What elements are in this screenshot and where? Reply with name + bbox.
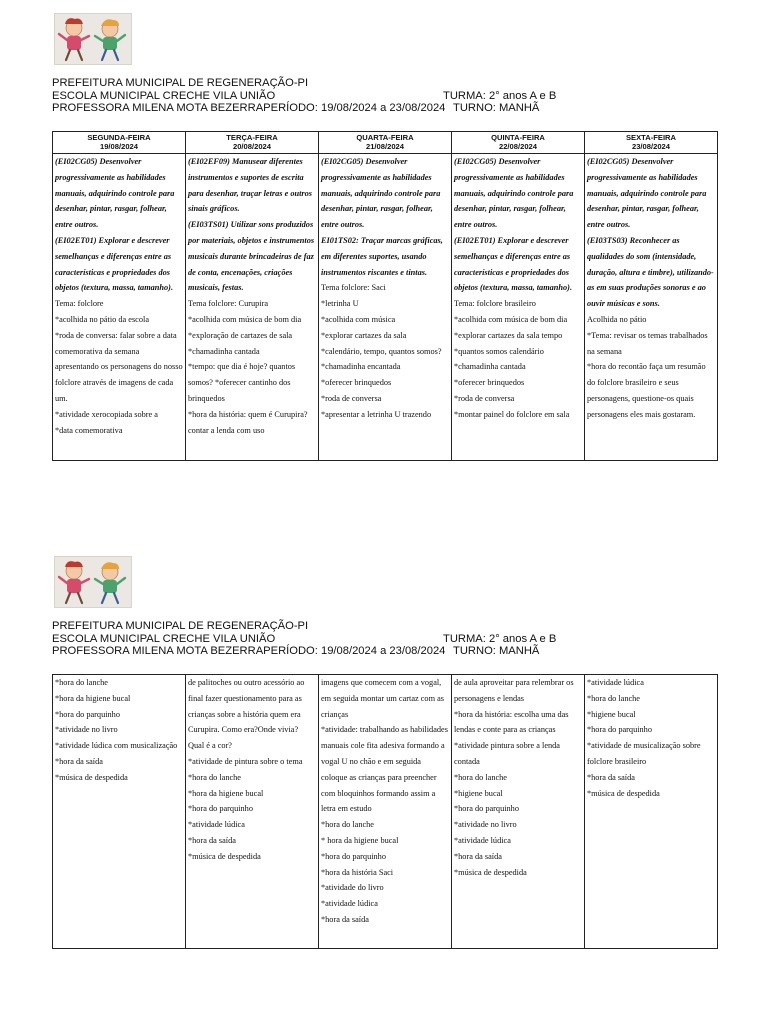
header-line-3 <box>52 102 732 115</box>
weekly-plan-table-2 <box>52 674 718 949</box>
activity-text: *atividade lúdica <box>321 899 378 909</box>
header-line-2 <box>52 90 732 103</box>
class-info: TURMA: 2° anos A e B <box>443 632 557 645</box>
activity-text: *chamadinha encantada <box>321 362 401 372</box>
class-info: TURMA: 2° anos A e B <box>443 89 557 102</box>
activity-text: *oferecer brinquedos <box>454 378 525 388</box>
activity-text: *hora da história: quem é Curupira? contar a lenda com uso <box>188 409 308 435</box>
activity-text: *hora da higiene bucal <box>55 693 131 703</box>
teacher-period: PROFESSORA MILENA MOTA BEZERRAPERÍODO: 19/08/2024 a 23/08/2024 <box>52 645 446 658</box>
plan-cell-wednesday <box>319 154 452 461</box>
day-header-monday: SEGUNDA-FEIRA 19/08/2024 <box>53 132 186 154</box>
day-header-wednesday: QUARTA-FEIRA 21/08/2024 <box>319 132 452 154</box>
activity-text: *hora da higiene bucal <box>188 788 264 798</box>
activity-text: *explorar cartazes da sala tempo <box>454 330 563 340</box>
municipality-title: PREFEITURA MUNICIPAL DE REGENERAÇÃO-PI <box>52 620 309 632</box>
activity-text: Tema: folclore <box>55 299 104 309</box>
table-header-row <box>53 132 718 154</box>
activity-text: *atividade lúdica <box>188 820 245 830</box>
plan-cell-tuesday <box>186 154 319 461</box>
activity-text: *hora do parquinho <box>321 851 386 861</box>
learning-objective-text: (EI03TS03) Reconhecer as qualidades do som (intensidade, duração, altura e timbre), utilizando-as em suas produções sonoras e ao ouvir músicas e sons. <box>587 235 714 309</box>
children-clipart-icon <box>55 14 131 64</box>
plan-cell-friday <box>585 675 718 949</box>
activity-text: *acolhida com música de bom dia <box>454 314 568 324</box>
activity-text: *hora do lanche <box>587 693 640 703</box>
shift-info: TURNO: MANHÃ <box>453 102 540 115</box>
table-row <box>53 154 718 461</box>
activity-text: *atividade: trabalhando as habilidades manuais cole fita adesiva formando a vogal U no chão e em seguida coloque as crianças para preencher com bloquinhos formando assim a letra em estudo <box>321 725 448 814</box>
activity-text: *Tema: revisar os temas trabalhados na semana <box>587 330 708 356</box>
activity-text: *hora da história: escolha uma das lendas e conte para as crianças <box>454 709 569 735</box>
school-logo-image <box>54 13 132 65</box>
activity-text: *atividade de musicalização sobre folclore brasileiro <box>587 741 701 766</box>
activity-text: imagens que comecem com a vogal, em seguida montar um cartaz com as crianças <box>321 678 445 719</box>
activity-text: *acolhida com música <box>321 314 396 324</box>
activity-text: Acolhida no pátio <box>587 314 647 324</box>
learning-objective-text: (EI02ET01) Explorar e descrever semelhanças e diferenças entre as características e propriedades dos objetos (textura, massa, tamanho). <box>454 235 573 293</box>
plan-cell-thursday <box>452 675 585 949</box>
activity-text: *música de despedida <box>188 851 261 861</box>
activity-text: *atividade no livro <box>454 820 517 830</box>
activity-text: *montar painel do folclore em sala <box>454 409 570 419</box>
activity-text: *roda de conversa <box>321 393 382 403</box>
activity-text: *data comemorativa <box>55 425 123 435</box>
activity-text: *apresentar a letrinha U trazendo <box>321 409 432 419</box>
activity-text: *quantos somos calendário <box>454 346 544 356</box>
activity-text: *chamadinha cantada <box>454 362 526 372</box>
plan-cell-monday <box>53 154 186 461</box>
activity-text: *chamadinha cantada <box>188 346 260 356</box>
municipality-title: PREFEITURA MUNICIPAL DE REGENERAÇÃO-PI <box>52 77 309 89</box>
plan-cell-tuesday <box>186 675 319 949</box>
activity-text: de aula aproveitar para relembrar os personagens e lendas <box>454 678 574 703</box>
activity-text: *higiene bucal <box>454 788 503 798</box>
plan-cell-friday <box>585 154 718 461</box>
activity-text: *hora do parquinho <box>188 804 253 814</box>
learning-objective-text: (EI02CG05) Desenvolver progressivamente as habilidades manuais, adquirindo controle para desenhar, pintar, rasgar, folhear, entre outros. <box>321 157 441 230</box>
learning-objective-text: (EI03TS01) Utilizar sons produzidos por materiais, objetos e instrumentos musicais durante brincadeiras de faz de conta, encenações, criações musicais, festas. <box>188 220 315 293</box>
plan-cell-thursday <box>452 154 585 461</box>
weekly-plan-table-1 <box>52 131 718 461</box>
activity-text: *hora do lanche <box>454 772 507 782</box>
learning-objective-text: (EI02EF09) Manusear diferentes instrumentos e suportes de escrita para desenhar, traçar letras e outros sinais gráficos. <box>188 157 313 214</box>
school-name: ESCOLA MUNICIPAL CRECHE VILA UNIÃO <box>52 632 276 645</box>
learning-objective-text: (EI02CG05) Desenvolver progressivamente as habilidades manuais, adquirindo controle para desenhar, pintar, rasgar, folhear, entre outros. <box>55 157 175 230</box>
header-line-3 <box>52 645 732 658</box>
header-line-1 <box>52 77 732 90</box>
activity-text: *atividade xerocopiada sobre a <box>55 409 158 419</box>
activity-text: *hora da saída <box>587 772 635 782</box>
activity-text: *atividade de pintura sobre o tema <box>188 756 303 766</box>
document-header <box>52 620 732 658</box>
day-header-thursday: QUINTA-FEIRA 22/08/2024 <box>452 132 585 154</box>
teacher-period: PROFESSORA MILENA MOTA BEZERRAPERÍODO: 19/08/2024 a 23/08/2024 <box>52 102 446 115</box>
activity-text: *calendário, tempo, quantos somos? <box>321 346 442 356</box>
activity-text: *hora da saída <box>454 851 502 861</box>
activity-text: *hora da história Saci <box>321 867 394 877</box>
activity-text: *hora do lanche <box>55 678 108 687</box>
activity-text: Tema folclore: Curupira <box>188 299 269 309</box>
activity-text: *acolhida no pátio da escola <box>55 314 149 324</box>
activity-text: *hora do lanche <box>188 772 241 782</box>
shift-info: TURNO: MANHÃ <box>453 645 540 658</box>
learning-objective-text: (EI02CG05) Desenvolver progressivamente as habilidades manuais, adquirindo controle para desenhar, pintar, rasgar, folhear, entre outros. <box>587 157 707 230</box>
header-line-2 <box>52 633 732 646</box>
activity-text: *higiene bucal <box>587 709 636 719</box>
school-name: ESCOLA MUNICIPAL CRECHE VILA UNIÃO <box>52 89 276 102</box>
activity-text: *letrinha U <box>321 299 359 309</box>
activity-text: *exploração de cartazes de sala <box>188 330 293 340</box>
header-line-1 <box>52 620 732 633</box>
children-clipart-icon <box>55 557 131 607</box>
activity-text: *hora do parquinho <box>454 804 519 814</box>
activity-text: Tema folclore: Saci <box>321 283 386 293</box>
activity-text: *explorar cartazes da sala <box>321 330 407 340</box>
activity-text: *acolhida com música de bom dia <box>188 314 302 324</box>
activity-text: *atividade pintura sobre a lenda contada <box>454 741 560 766</box>
learning-objective-text: EI01TS02: Traçar marcas gráficas, em diferentes suportes, usando instrumentos riscantes e tintas. <box>321 235 443 277</box>
activity-text: *hora do parquinho <box>55 709 120 719</box>
learning-objective-text: (EI02CG05) Desenvolver progressivamente as habilidades manuais, adquirindo controle para desenhar, pintar, rasgar, folhear, entre outros. <box>454 157 574 230</box>
learning-objective-text: (EI02ET01) Explorar e descrever semelhanças e diferenças entre as características e propriedades dos objetos (textura, massa, tamanho). <box>55 235 174 293</box>
activity-text: *roda de conversa <box>454 393 515 403</box>
plan-cell-wednesday <box>319 675 452 949</box>
activity-text: *atividade no livro <box>55 725 118 735</box>
activity-text: *hora do lanche <box>321 820 374 830</box>
activity-text: *hora do recontão faça um resumão do folclore brasileiro e seus personagens, questione-os quais personagens eles mais gostaram. <box>587 362 706 419</box>
activity-text: *música de despedida <box>55 772 128 782</box>
activity-text: *música de despedida <box>587 788 660 798</box>
day-header-friday: SEXTA-FEIRA 23/08/2024 <box>585 132 718 154</box>
activity-text: Tema: folclore brasileiro <box>454 299 536 309</box>
table-row <box>53 675 718 949</box>
activity-text: * hora da higiene bucal <box>321 835 399 845</box>
activity-text: *hora do parquinho <box>587 725 652 735</box>
school-logo-image <box>54 556 132 608</box>
activity-text: *hora da saída <box>321 914 369 924</box>
document-header <box>52 77 732 115</box>
activity-text: *atividade lúdica <box>454 835 511 845</box>
plan-cell-monday <box>53 675 186 949</box>
activity-text: *música de despedida <box>454 867 527 877</box>
day-header-tuesday: TERÇA-FEIRA 20/08/2024 <box>186 132 319 154</box>
activity-text: *oferecer brinquedos <box>321 378 392 388</box>
activity-text: *tempo: que dia é hoje? quantos somos? *oferecer cantinho dos brinquedos <box>188 362 296 403</box>
activity-text: *atividade lúdica <box>587 678 644 687</box>
activity-text: *hora da saída <box>55 756 103 766</box>
activity-text: *roda de conversa: falar sobre a data comemorativa da semana apresentando os personagens do nosso folclore através de imagens de cada um. <box>55 330 183 403</box>
activity-text: *hora da saída <box>188 835 236 845</box>
activity-text: *atividade do livro <box>321 883 384 893</box>
activity-text: de palitoches ou outro acessório ao final fazer questionamento para as crianças sobre a história quem era Curupira. Como era?Onde vivia? Qual é a cor? <box>188 678 305 751</box>
activity-text: *atividade lúdica com musicalização <box>55 741 178 751</box>
